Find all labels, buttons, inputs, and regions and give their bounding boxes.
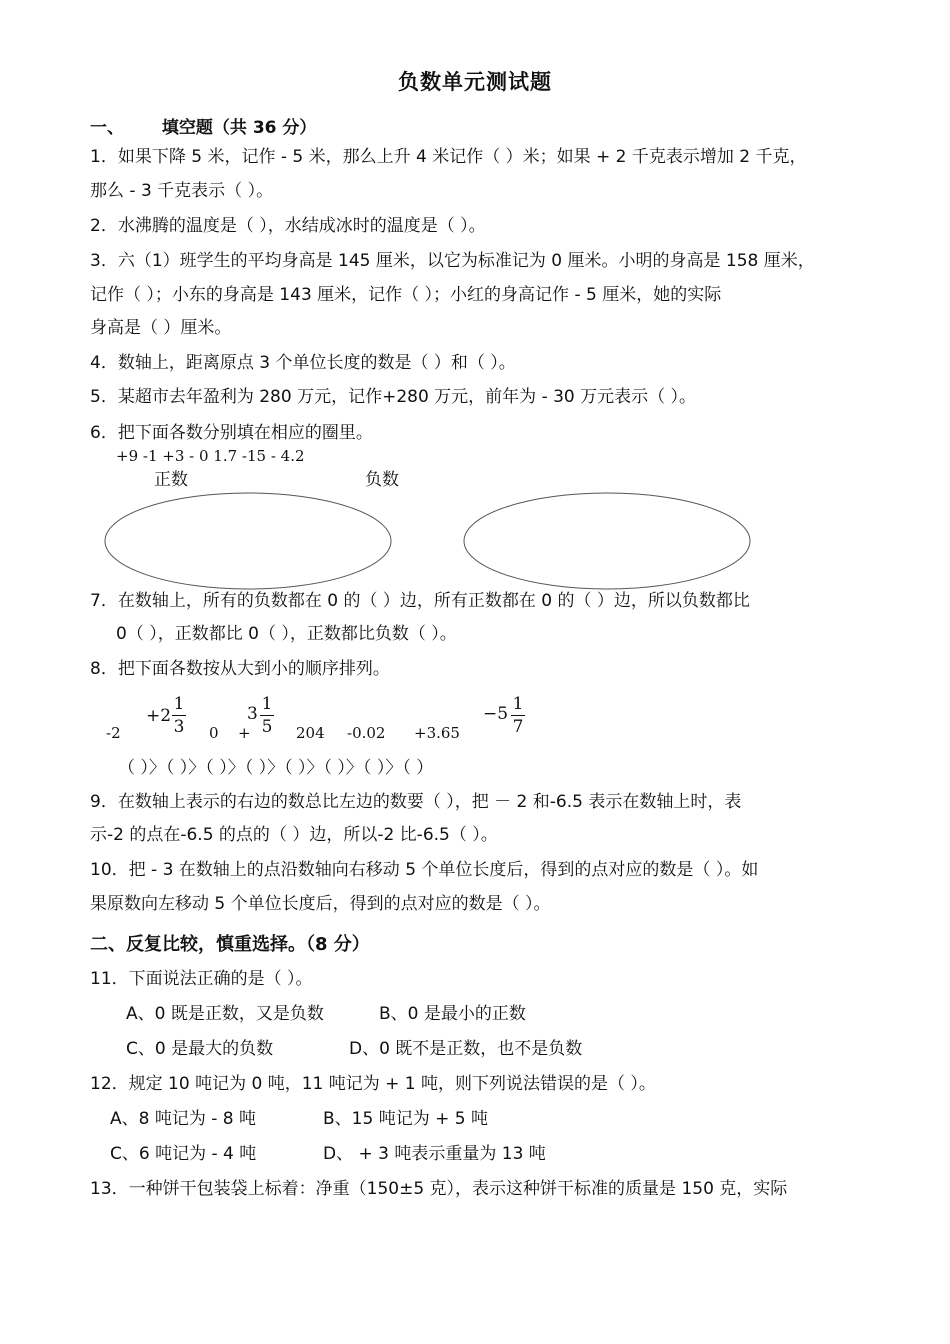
q12-option-c[interactable]: C、6 吨记为 - 4 吨 (110, 1144, 257, 1164)
q8-fraction-3-den: 7 (512, 717, 524, 737)
q5: 5．某超市去年盈利为 280 万元，记作+280 万元，前年为 - 30 万元表示（ ）。 (90, 387, 697, 407)
negative-circle[interactable] (464, 493, 750, 589)
positive-label: 正数 (154, 470, 188, 490)
q13-text: 13．一种饼干包装袋上标着：净重（150±5 克），表示这种饼干标准的质量是 150 克，实际 (90, 1179, 788, 1199)
q8-fraction-1-whole: +2 (146, 706, 172, 726)
q8-number-2: 0 (209, 724, 219, 742)
negative-label: 负数 (365, 470, 399, 490)
q8-text: 8．把下面各数按从大到小的顺序排列。 (90, 659, 390, 679)
q12-option-d[interactable]: D、 + 3 吨表示重量为 13 吨 (323, 1144, 546, 1164)
q11-option-c[interactable]: C、0 是最大的负数 (126, 1039, 274, 1059)
q6-text: 6．把下面各数分别填在相应的圈里。 (90, 423, 373, 443)
section-2-heading: 二、反复比较，慎重选择。（8 分） (90, 934, 370, 955)
page-title: 负数单元测试题 (398, 70, 552, 94)
section-1-prefix: 一、 (90, 118, 124, 138)
q9-line-2: 示-2 的点在-6.5 的点的（ ）边，所以-2 比-6.5（ ）。 (90, 825, 498, 845)
q8-fraction-3-num: 1 (512, 694, 524, 714)
q6-numbers: +9 -1 +3 - 0 1.7 -15 - 4.2 (116, 447, 305, 465)
q3-line-1: 3．六（1）班学生的平均身高是 145 厘米，以它为标准记为 0 厘米。小明的身高是 158 厘米， (90, 251, 815, 271)
q8-number-5: -0.02 (347, 724, 386, 742)
q8-number-4: 204 (296, 724, 325, 742)
q8-number-6: +3.65 (414, 724, 460, 742)
q10-line-2: 果原数向左移动 5 个单位长度后，得到的点对应的数是（ ）。 (90, 894, 551, 914)
q11-text: 11．下面说法正确的是（ ）。 (90, 969, 313, 989)
q8-order-blanks[interactable]: （ ）〉（ ）〉（ ）〉（ ）〉（ ）〉（ ）〉（ ）〉（ ） (118, 758, 434, 778)
q12-option-a[interactable]: A、8 吨记为 - 8 吨 (110, 1109, 257, 1129)
q10-line-1: 10．把 - 3 在数轴上的点沿数轴向右移动 5 个单位长度后，得到的点对应的数是（ ）。如 (90, 860, 759, 880)
q8-number-1: -2 (106, 724, 121, 742)
q8-fraction-3-whole: −5 (483, 704, 509, 724)
q8-number-3: + (238, 724, 251, 742)
q7-line-1: 7．在数轴上，所有的负数都在 0 的（ ）边，所有正数都在 0 的（ ）边，所以负数都比 (90, 591, 750, 611)
q8-fraction-1-den: 3 (173, 717, 185, 737)
q3-line-2: 记作（ ）；小东的身高是 143 厘米，记作（ ）；小红的身高记作 - 5 厘米，她的实际 (90, 285, 722, 305)
q8-fraction-2-whole: 3 (247, 704, 258, 724)
q9-line-1: 9．在数轴上表示的右边的数总比左边的数要（ ），把 － 2 和-6.5 表示在数轴上时，表 (90, 792, 742, 812)
section-1-label: 填空题（共 36 分） (161, 118, 317, 138)
q1-line-1: 1．如果下降 5 米，记作 - 5 米，那么上升 4 米记作（ ）米；如果 + 2 千克表示增加 2 千克， (90, 147, 807, 167)
q11-option-b[interactable]: B、0 是最小的正数 (379, 1004, 526, 1024)
q4: 4．数轴上，距离原点 3 个单位长度的数是（ ）和（ ）。 (90, 353, 516, 373)
q11-option-d[interactable]: D、0 既不是正数，也不是负数 (349, 1039, 583, 1059)
q7-line-2: 0（ ），正数都比 0（ ），正数都比负数（ ）。 (116, 624, 457, 644)
q6-circles (0, 0, 950, 620)
q8-fraction-2-den: 5 (261, 717, 273, 737)
q2: 2．水沸腾的温度是（ ），水结成冰时的温度是（ ）。 (90, 216, 486, 236)
q11-option-a[interactable]: A、0 既是正数，又是负数 (126, 1004, 324, 1024)
positive-circle[interactable] (105, 493, 391, 589)
q1-line-2: 那么 - 3 千克表示（ ）。 (90, 181, 274, 201)
q8-fraction-2-num: 1 (261, 694, 273, 714)
q8-fraction-1-num: 1 (173, 694, 185, 714)
q12-option-b[interactable]: B、15 吨记为 + 5 吨 (323, 1109, 488, 1129)
q12-text: 12．规定 10 吨记为 0 吨，11 吨记为 + 1 吨，则下列说法错误的是（ ）。 (90, 1074, 656, 1094)
q3-line-3: 身高是（ ）厘米。 (90, 318, 232, 338)
